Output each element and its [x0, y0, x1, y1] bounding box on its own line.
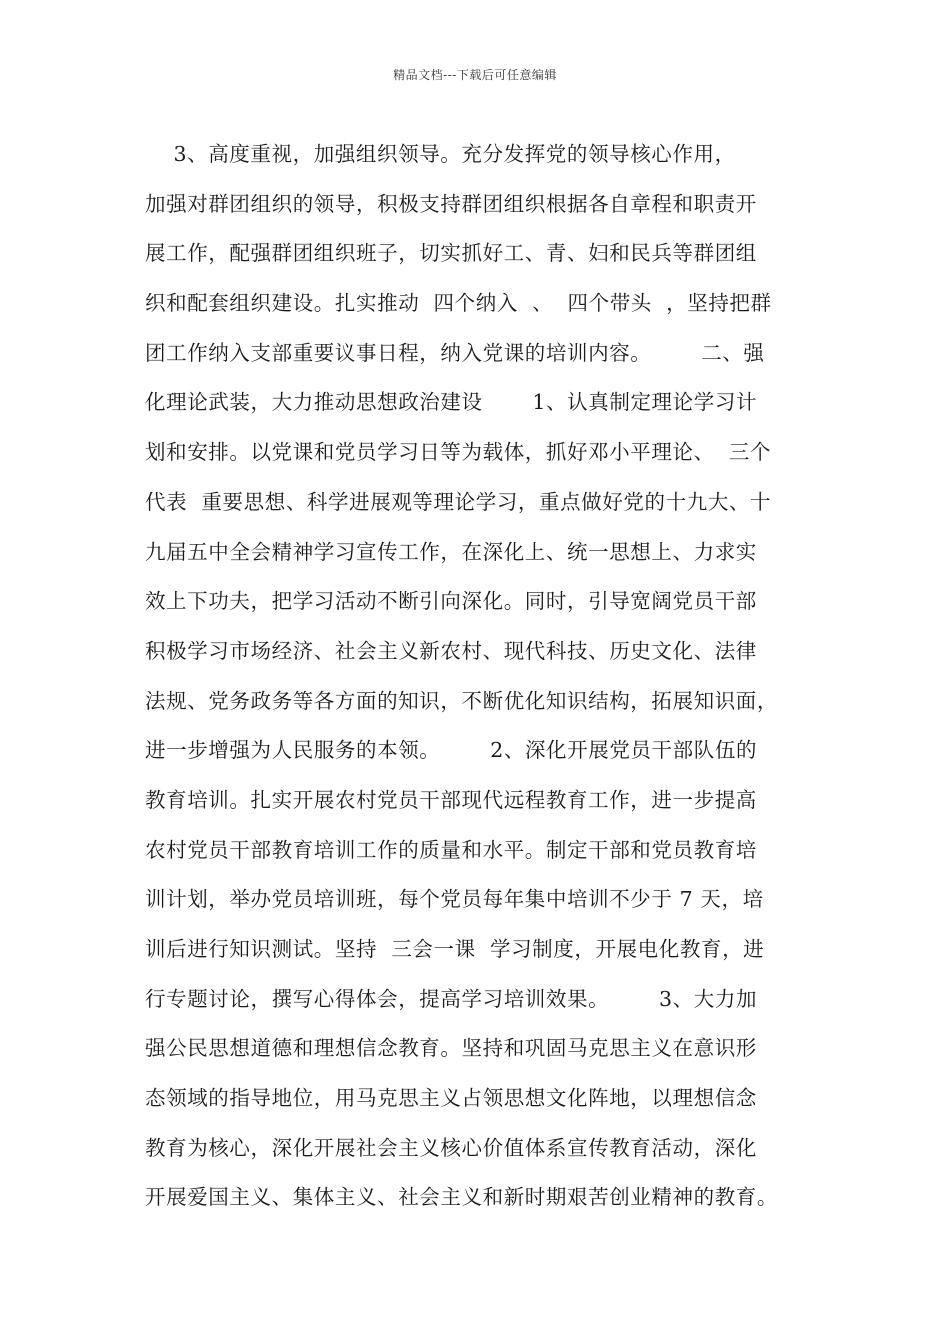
text-line: 效上下功夫，把学习活动不断引向深化。同时，引导宽阔党员干部	[145, 589, 757, 614]
text-line: 代表 重要思想、科学进展观等理论学习，重点做好党的十九大、十	[145, 489, 772, 514]
document-body	[145, 130, 835, 1223]
text-line: 积极学习市场经济、社会主义新农村、现代科技、历史文化、法律	[145, 638, 757, 663]
text-line: 加强对群团组织的领导，积极支持群团组织根据各自章程和职责开	[145, 191, 757, 216]
text-line: 教育为核心，深化开展社会主义核心价值体系宣传教育活动，深化	[145, 1135, 757, 1160]
text-line: 展工作，配强群团组织班子，切实抓好工、青、妇和民兵等群团组	[145, 241, 757, 266]
text-line: 团工作纳入支部重要议事日程，纳入党课的培训内容。 二、强	[145, 340, 765, 365]
page-header: 精品文档---下载后可任意编辑	[393, 68, 557, 82]
text-line: 行专题讨论，撰写心得体会，提高学习培训效果。 3、大力加	[145, 986, 758, 1011]
text-line: 强公民思想道德和理想信念教育。坚持和巩固马克思主义在意识形	[145, 1036, 757, 1061]
text-line: 训后进行知识测试。坚持 三会一课 学习制度，开展电化教育，进	[145, 937, 765, 961]
text-line: 态领域的指导地位，用马克思主义占领思想文化阵地，以理想信念	[145, 1086, 757, 1111]
text-line: 划和安排。以党课和党员学习日等为载体，抓好邓小平理论、 三个	[145, 440, 772, 465]
text-line: 化理论武装，大力推动思想政治建设 1、认真制定理论学习计	[145, 390, 758, 415]
text-line: 织和配套组织建设。扎实推动 四个纳入 、 四个带头 ，坚持把群	[145, 291, 772, 316]
text-line: 进一步增强为人民服务的本领。 2、深化开展党员干部队伍的	[145, 738, 758, 763]
text-line: 训计划，举办党员培训班，每个党员每年集中培训不少于 7 天，培	[145, 887, 764, 912]
text-line: 开展爱国主义、集体主义、社会主义和新时期艰苦创业精神的教育。	[145, 1185, 778, 1210]
text-line: 九届五中全会精神学习宣传工作，在深化上、统一思想上、力求实	[145, 539, 757, 564]
text-line: 教育培训。扎实开展农村党员干部现代远程教育工作，进一步提高	[145, 787, 757, 812]
text-line: 3、高度重视，加强组织领导。充分发挥党的领导核心作用，	[145, 142, 736, 166]
text-line: 农村党员干部教育培训工作的质量和水平。制定干部和党员教育培	[145, 837, 757, 862]
text-line: 法规、党务政务等各方面的知识，不断优化知识结构，拓展知识面，	[145, 688, 778, 713]
